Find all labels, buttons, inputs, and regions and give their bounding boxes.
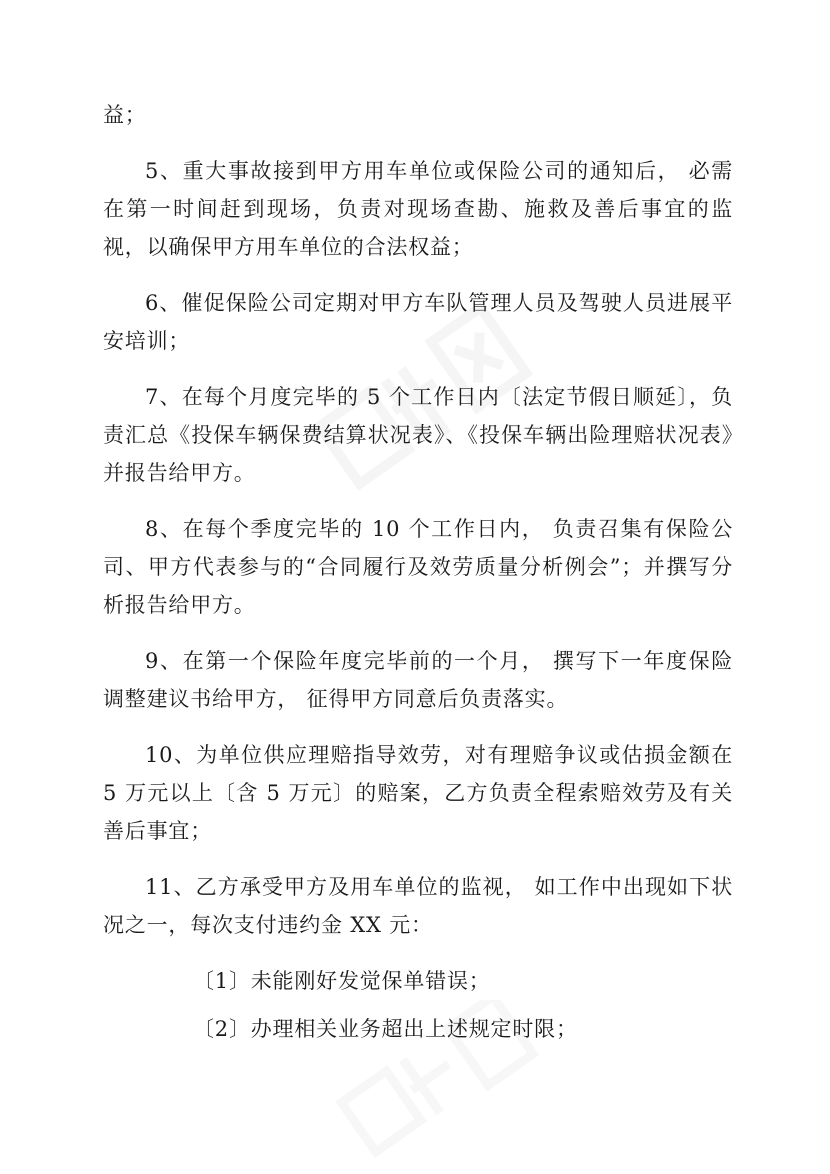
paragraph-item-5: 5、重大事故接到甲方用车单位或保险公司的通知后， 必需在第一时间赶到现场，负责对现场查勘、施救及善后事宜的监视，以确保甲方用车单位的合法权益； — [103, 159, 733, 259]
sub-item-2: 〔2〕办理相关业务超出上述规定时限； — [193, 1017, 578, 1041]
paragraph-item-11: 11、乙方承受甲方及用车单位的监视， 如工作中出现如下状况之一，每次支付违约金 XX 元： — [103, 875, 733, 937]
paragraph-item-7: 7、在每个月度完毕的 5 个工作日内〔法定节假日顺延〕，负责汇总《投保车辆保费结算状况表》、《投保车辆出险理赔状况表》并报告给甲方。 — [103, 385, 733, 485]
paragraph-item-9: 9、在第一个保险年度完毕前的一个月， 撰写下一年度保险调整建议书给甲方， 征得甲方同意后负责落实。 — [103, 649, 733, 711]
paragraph-continuation: 益； — [103, 103, 147, 127]
paragraph-item-6: 6、催促保险公司定期对甲方车队管理人员及驾驶人员进展平安培训； — [103, 291, 733, 353]
sub-item-1: 〔1〕未能刚好发觉保单错误； — [193, 969, 491, 993]
document-body — [103, 96, 733, 1058]
paragraph-item-8: 8、在每个季度完毕的 10 个工作日内， 负责召集有保险公司、甲方代表参与的“合同履行及效劳质量分析例会”；并撰写分析报告给甲方。 — [103, 517, 733, 617]
paragraph-item-10: 10、为单位供应理赔指导效劳，对有理赔争议或估损金额在 5 万元以上〔含 5 万元〕的赔案，乙方负责全程索赔效劳及有关善后事宜； — [103, 743, 733, 843]
